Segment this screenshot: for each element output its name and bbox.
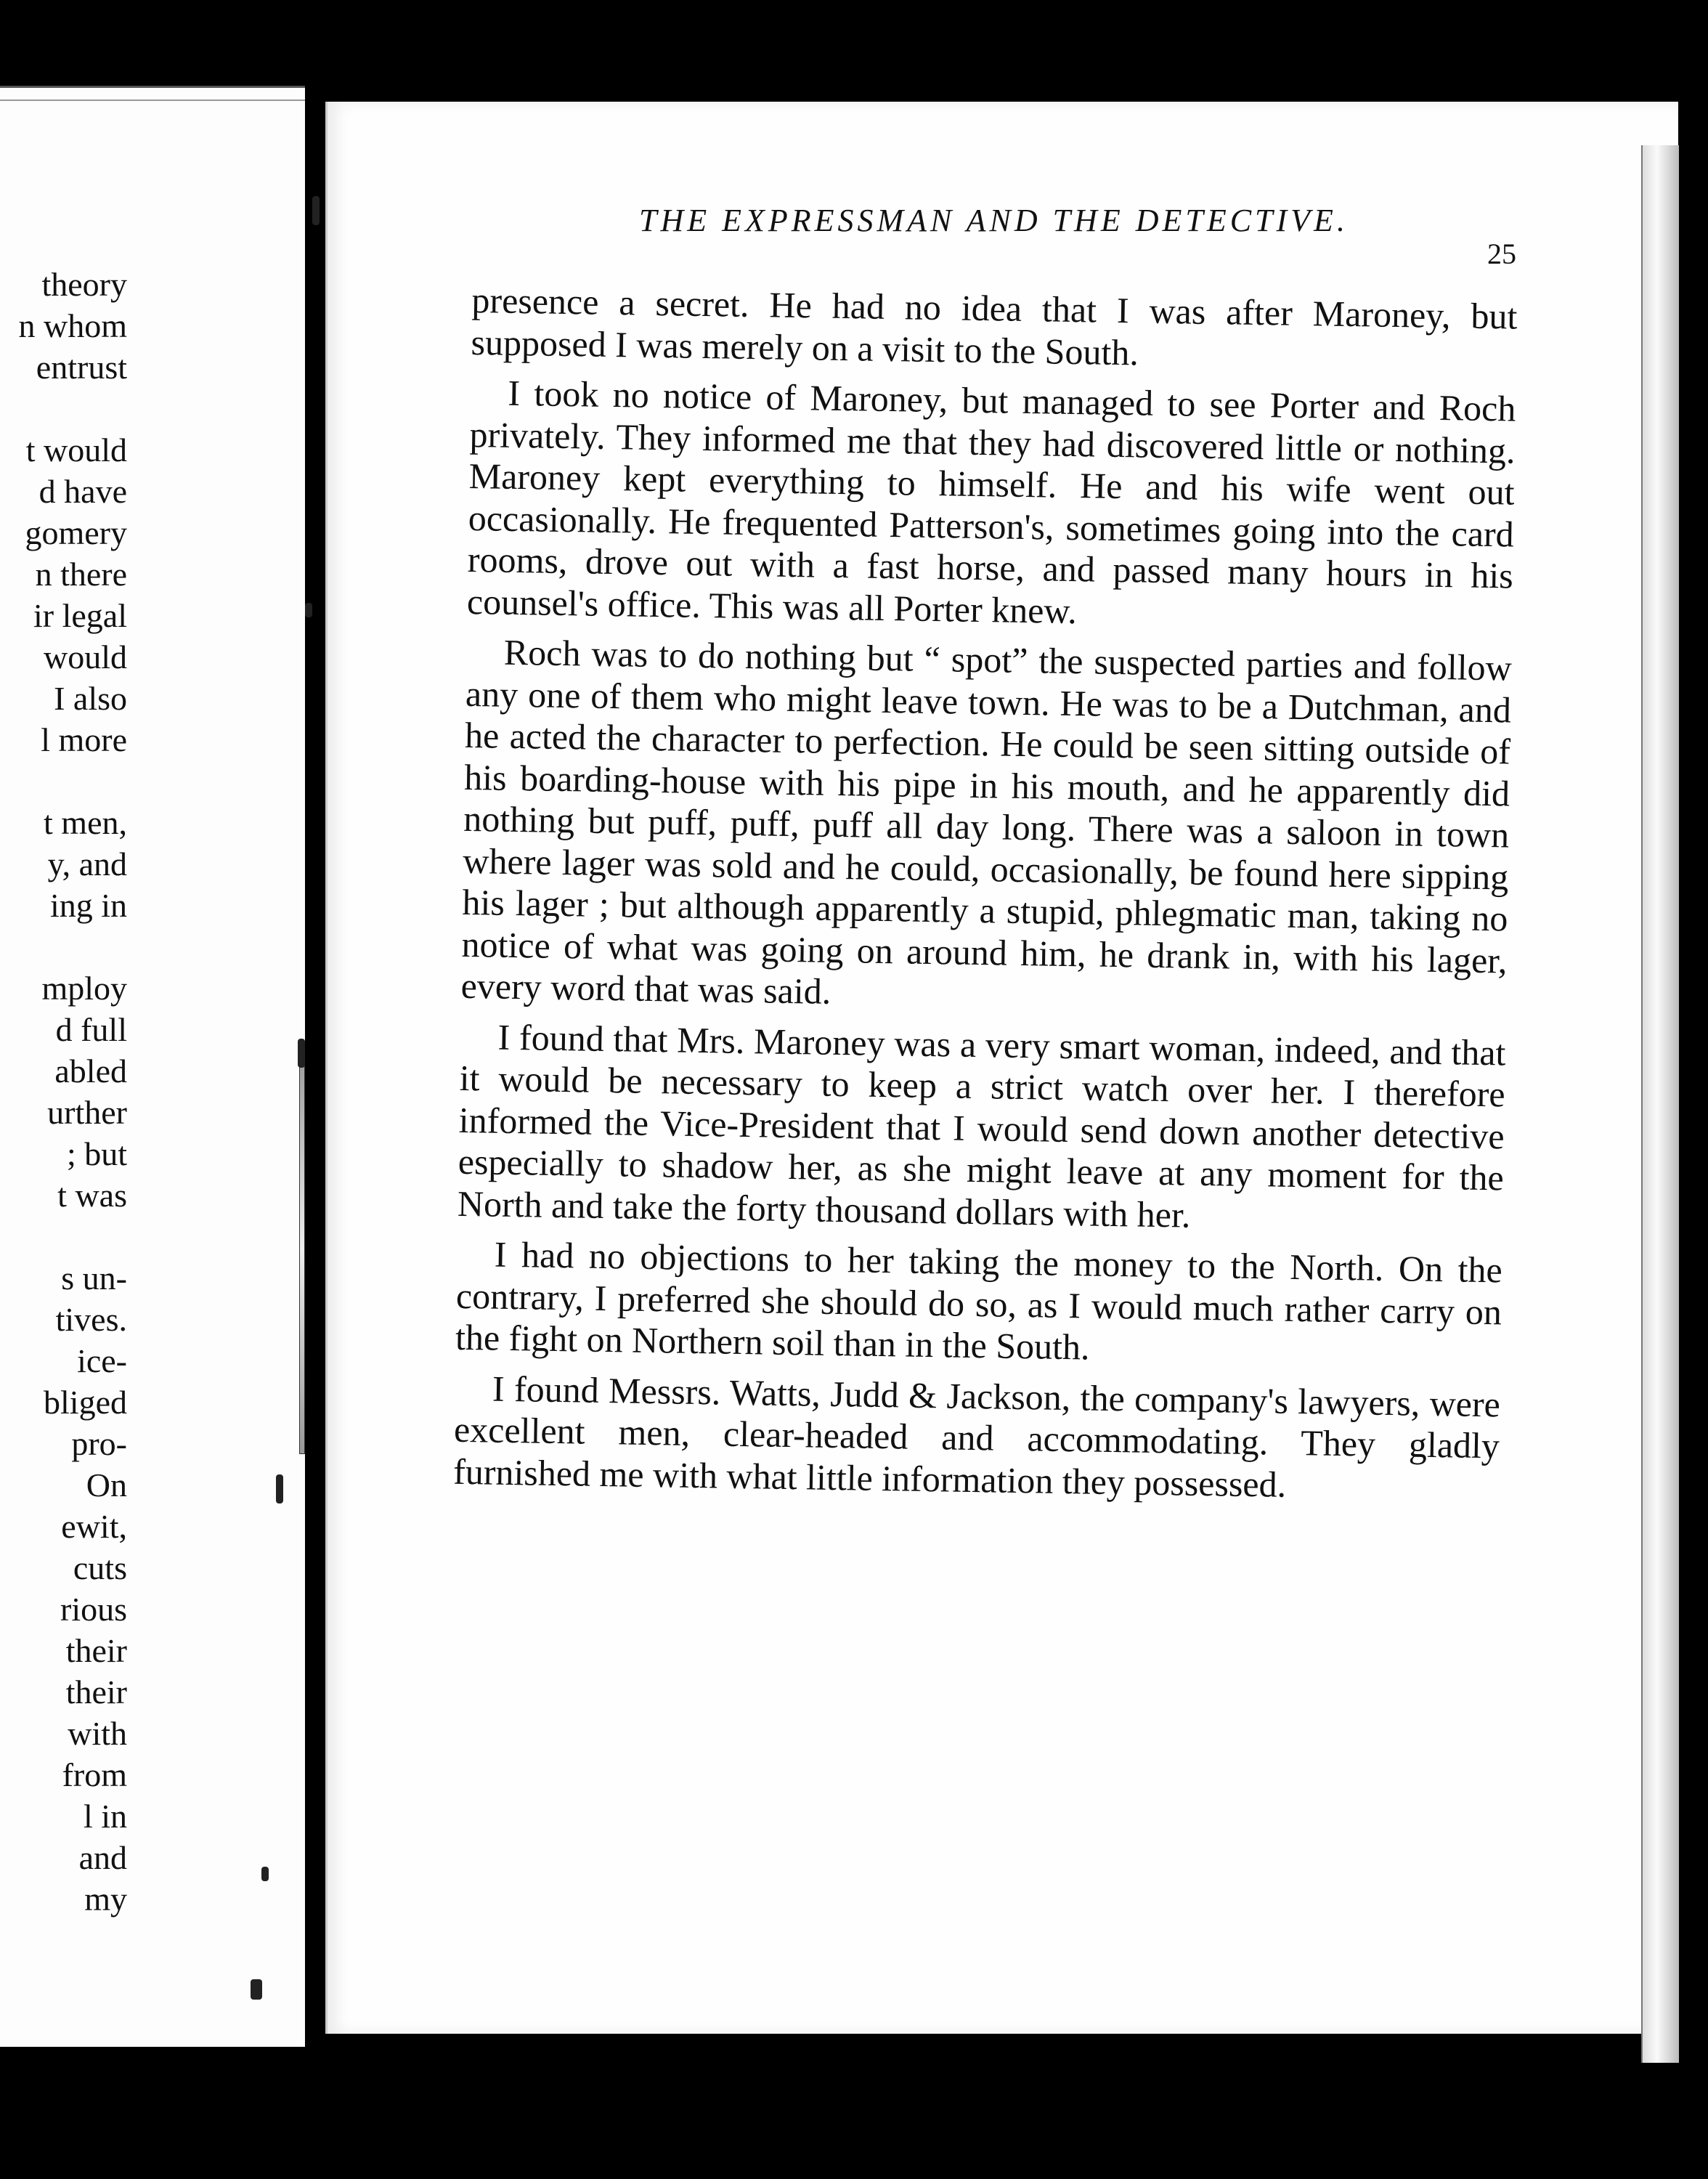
- left-page: [0, 86, 305, 2047]
- left-line: ice-: [77, 1342, 127, 1379]
- left-line: l in: [83, 1798, 127, 1835]
- paragraph: Roch was to do nothing but “ spot” the suspected parties and follow any one of them who might leave town. He was to be a Dutchman, and he acted the character to perfection. He could be seen sitting outside of his boarding-house with his pipe in his mouth, and he apparently did nothing but puff, puff, puff all day long. There was a saloon in town where lager was sold and he could, occasionally, be found here sipping his lager ; but although apparently a stupid, phlegmatic man, taking no notice of what was going on around him, he drank in, with his lager, every word that was said.: [460, 631, 1513, 1012]
- left-line: theory: [41, 266, 127, 303]
- left-page-top-edge: [0, 86, 305, 101]
- paragraph: presence a secret. He had no idea that I was after Maroney, but supposed I was merely on a visit to the South.: [471, 280, 1518, 373]
- binding-stitch: [312, 196, 320, 225]
- left-line: and: [78, 1839, 127, 1876]
- left-line: n there: [35, 556, 127, 593]
- binding-stitch: [298, 1039, 305, 1068]
- paragraph: I took no notice of Maroney, but managed to see Porter and Roch privately. They informed me that they had discovered little or nothing. Maroney kept everything to himself. He and his wife went out occasionally. He frequented Patterson's, sometimes going into the card rooms, drove out with a fast horse, and passed many hours in his counsel's office. This was all Porter knew.: [466, 372, 1516, 631]
- left-line: l more: [41, 721, 127, 758]
- left-line: rious: [60, 1591, 127, 1628]
- left-line: urther: [47, 1094, 127, 1131]
- left-line: On: [86, 1466, 127, 1504]
- left-line: ; but: [66, 1135, 127, 1172]
- binding-stitch: [261, 1867, 269, 1881]
- left-line: tives.: [55, 1301, 127, 1338]
- left-line: entrust: [36, 349, 127, 386]
- paragraph: I found that Mrs. Maroney was a very smart woman, indeed, and that it would be necessary to keep a strict watch over her. I therefore informed the Vice-President that I would send down another detective especially to shadow her, as she might leave at any moment for the North and take the forty thousand dollars with her.: [457, 1016, 1506, 1235]
- left-line: t was: [57, 1177, 127, 1214]
- left-line: n whom: [18, 307, 127, 344]
- left-line: from: [62, 1756, 127, 1793]
- left-line: d full: [55, 1011, 127, 1048]
- left-line: bliged: [44, 1384, 127, 1421]
- page-number: 25: [1487, 238, 1516, 270]
- left-line: pro-: [71, 1425, 127, 1462]
- left-line: I also: [54, 680, 127, 717]
- left-line: t men,: [44, 804, 127, 841]
- left-line: my: [84, 1880, 127, 1918]
- page-body: [453, 280, 1518, 1517]
- left-line: their: [65, 1632, 127, 1669]
- right-page-edge: [1641, 145, 1679, 2063]
- left-line: d have: [38, 473, 127, 510]
- left-line: ewit,: [61, 1508, 127, 1545]
- left-line: [19, 760, 128, 802]
- binding-stitch: [251, 1979, 262, 2000]
- left-line: gomery: [25, 514, 127, 551]
- paragraph: I had no objections to her taking the money to the North. On the contrary, I preferred she should do so, as I would much rather carry on the fight on Northern soil than in the South.: [455, 1233, 1503, 1368]
- left-line: ing in: [49, 887, 127, 924]
- left-line: would: [44, 638, 127, 675]
- running-head: THE EXPRESSMAN AND THE DETECTIVE.: [639, 203, 1349, 238]
- binding-stitch: [305, 603, 312, 617]
- left-line: [19, 926, 128, 967]
- binding-thread: [299, 1046, 305, 1454]
- left-line: y, and: [47, 845, 127, 882]
- paragraph: I found Messrs. Watts, Judd & Jackson, the company's lawyers, were excellent men, clear-headed and accommodating. They gladly furnished me with what little information they possessed.: [452, 1368, 1501, 1505]
- left-page-text: [19, 264, 128, 1920]
- left-line: ir legal: [33, 597, 127, 634]
- left-line: t would: [25, 431, 127, 468]
- left-line: [19, 1216, 128, 1257]
- left-line: abled: [54, 1052, 127, 1090]
- left-line: their: [65, 1673, 127, 1711]
- left-line: with: [68, 1715, 127, 1752]
- left-line: s un-: [61, 1259, 127, 1297]
- left-line: [19, 388, 128, 429]
- left-line: mploy: [41, 970, 127, 1007]
- binding-stitch: [276, 1474, 283, 1504]
- left-line: cuts: [73, 1549, 127, 1586]
